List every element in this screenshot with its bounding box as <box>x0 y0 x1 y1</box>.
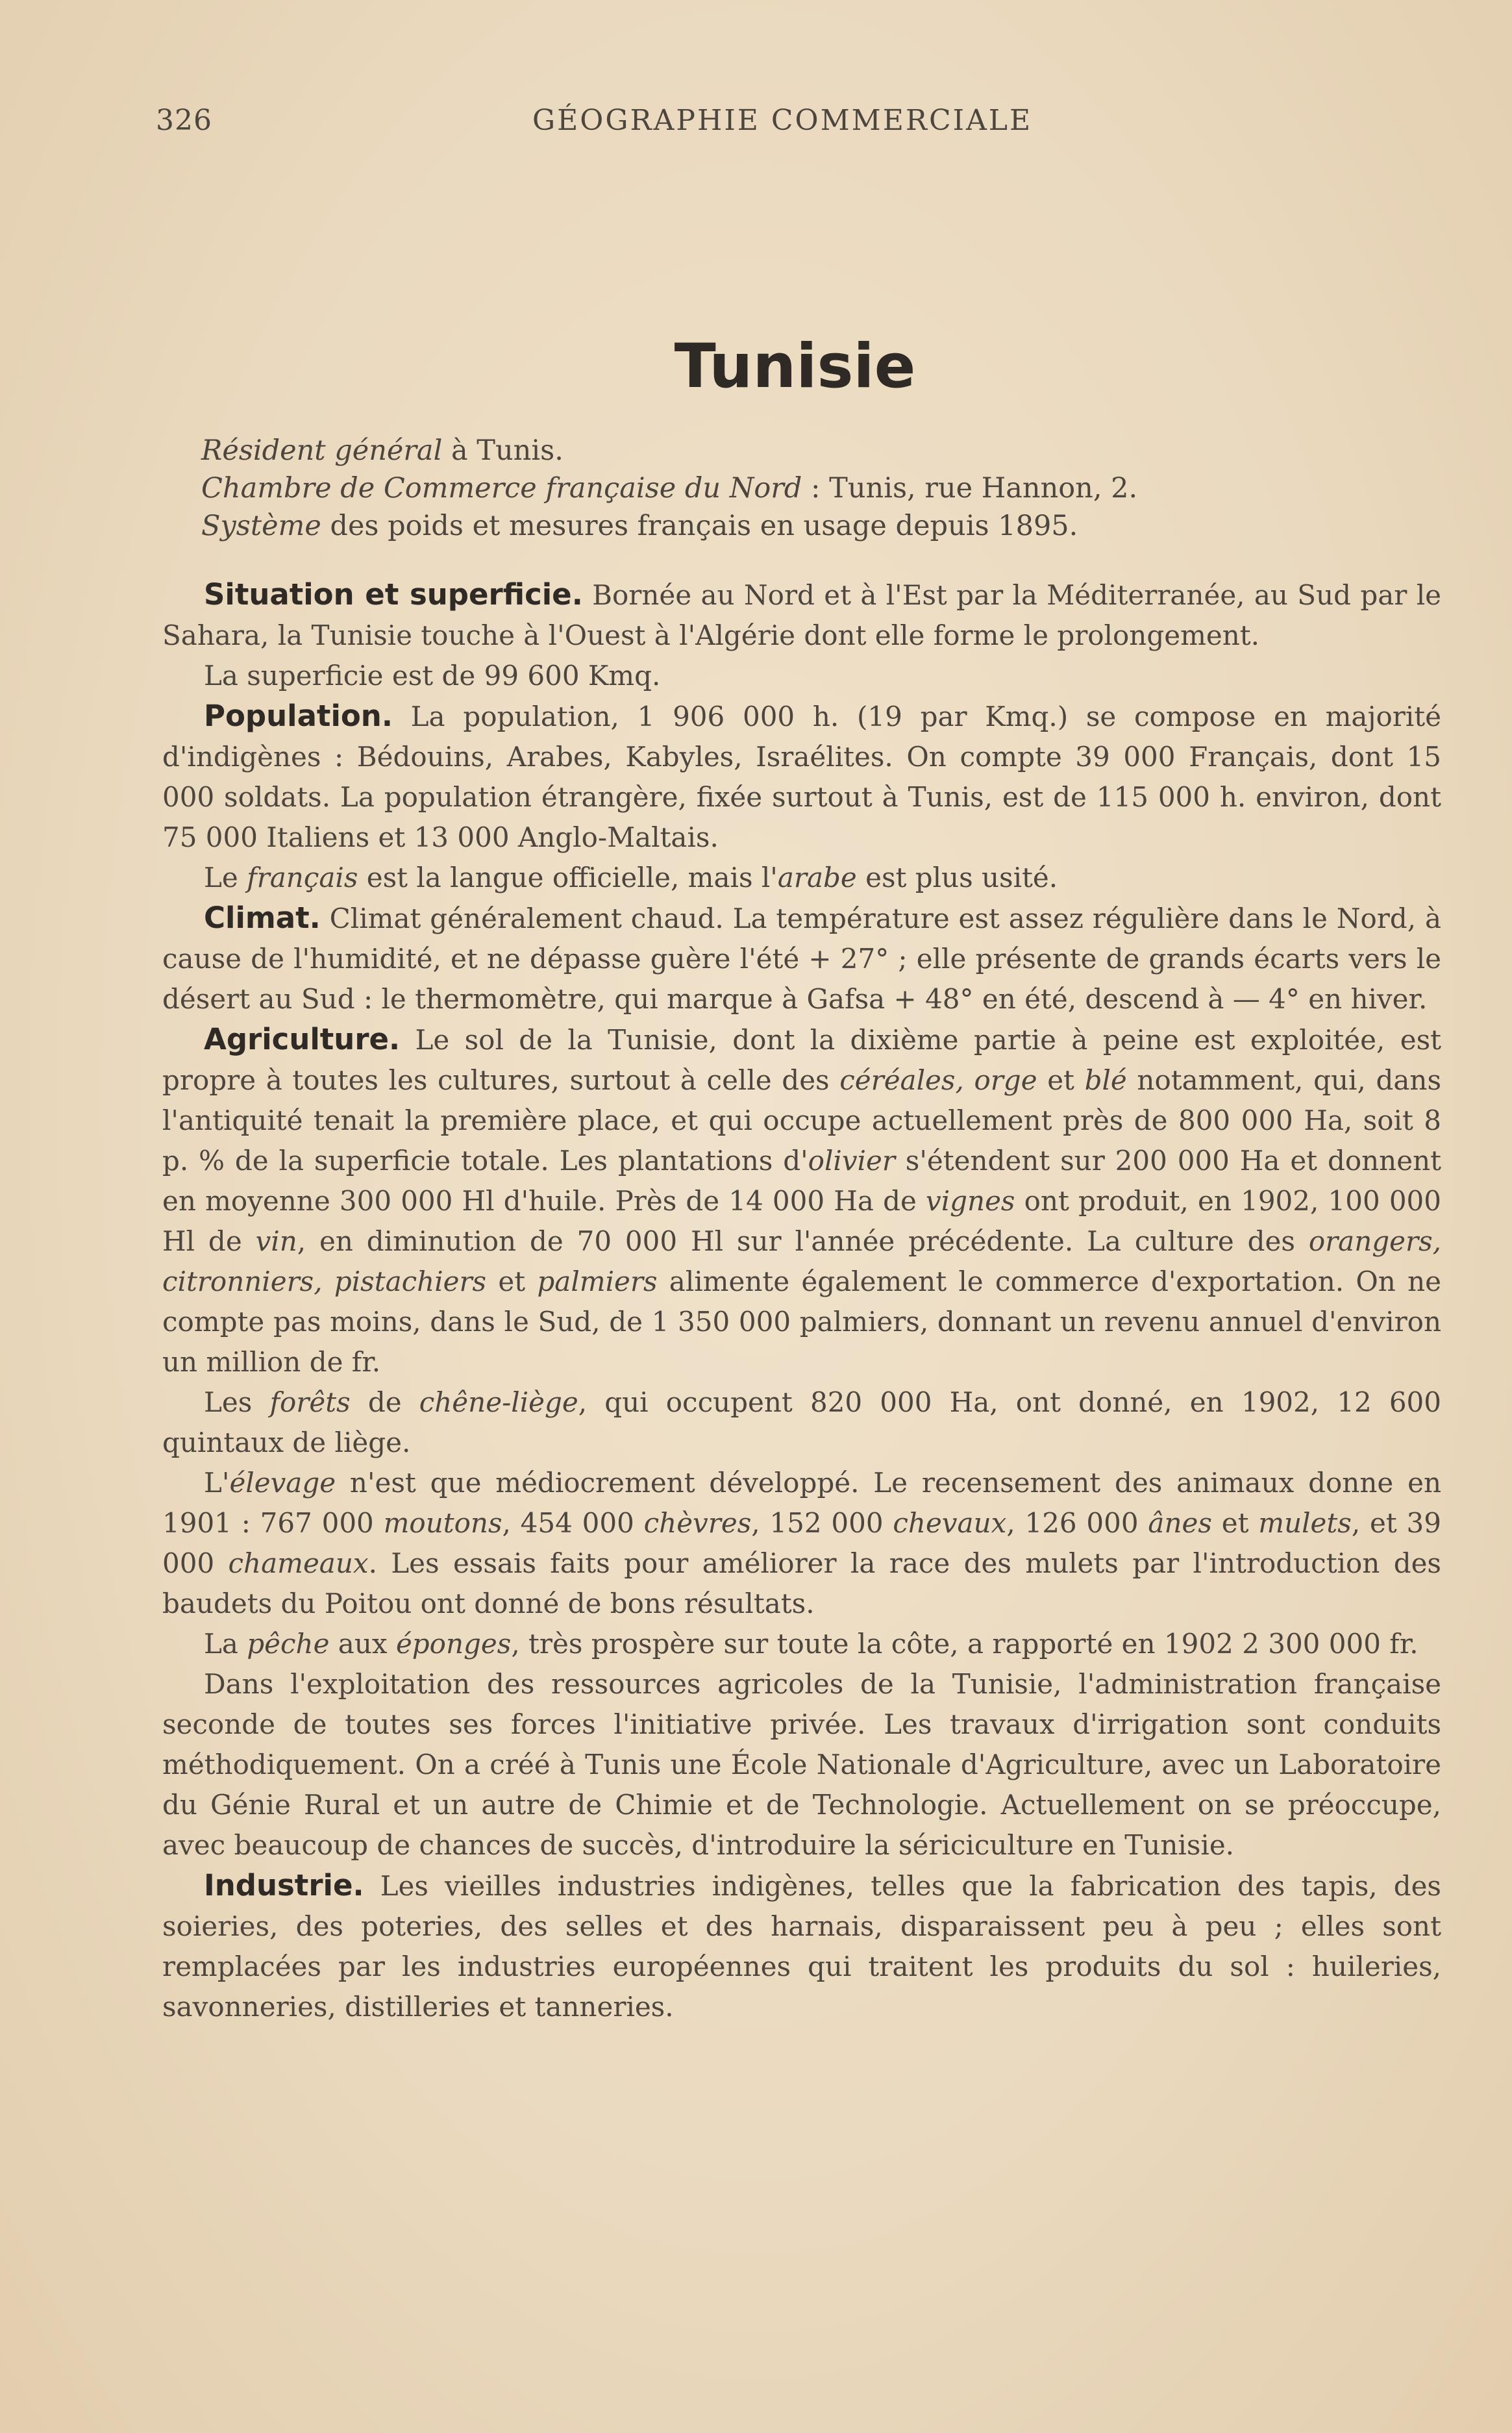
text-run: , qui occupent 820 000 Ha, ont donné, en 1902, 12 600 quintaux de liège. <box>162 1386 1442 1458</box>
section-heading-agriculture: Agriculture. <box>204 1022 401 1056</box>
info-line-chambre <box>201 469 1435 507</box>
text-run: L' <box>204 1467 230 1499</box>
text-run: , et 39 000 <box>162 1507 1441 1579</box>
paragraph-text: Climat généralement chaud. La température est assez régulière dans le Nord, à cause de l'humidité, et ne dépasse guère l'été + 27° ; elle présente de grands écarts vers le désert au Sud : le thermomètre, qui marque à Gafsa + 48° en été, descend à — 4° en hiver. <box>162 903 1441 1015</box>
paragraph-text: La population, 1 906 000 h. (19 par Kmq.) se compose en majorité d'indigènes : Bédouins, Arabes, Kabyles, Israélites. On compte 39 000 Français, dont 15 000 soldats. La population étrangère, fixée surtout à Tunis, est de 115 000 h. environ, dont 75 000 Italiens et 13 000 Anglo-Maltais. <box>162 701 1441 853</box>
text-run: Le sol de la Tunisie, dont la dixième partie à peine est exploitée, est propre à toutes les cultures, surtout à celle des <box>162 1024 1441 1096</box>
running-title: GÉOGRAPHIE COMMERCIALE <box>532 104 1033 137</box>
text-run: et <box>1211 1507 1259 1539</box>
text-run: et <box>1037 1064 1085 1096</box>
text-run: et <box>486 1266 538 1297</box>
italic-run: chèvres <box>643 1507 752 1539</box>
italic-run: français <box>247 862 358 893</box>
italic-run: éponges <box>395 1628 512 1660</box>
text-run: ont produit, en 1902, 100 000 Hl de <box>162 1185 1441 1257</box>
text-run: n'est que médiocrement développé. Le recensement des animaux donne en 1901 : 767 000 <box>162 1467 1441 1539</box>
text-run: , 126 000 <box>1006 1507 1148 1539</box>
paragraph-langue <box>162 858 1441 898</box>
paragraph-exploitation <box>162 1664 1441 1865</box>
section-heading-situation: Situation et superficie. <box>204 577 583 612</box>
text-run: notamment, qui, dans l'antiquité tenait la première place, et qui occupe actuellement près de 800 000 Ha, soit 8 p. % de la superficie totale. Les plantations d' <box>162 1064 1441 1177</box>
section-heading-population: Population. <box>204 699 393 733</box>
italic-run: orangers, citronniers, pistachiers <box>162 1225 1441 1297</box>
italic-run: pêche <box>247 1628 330 1660</box>
text-run: , 454 000 <box>502 1507 644 1539</box>
italic-run: forêts <box>269 1386 351 1418</box>
text-run: alimente également le commerce d'exportation. On ne compte pas moins, dans le Sud, de 1 350 000 palmiers, donnant un revenu annuel d'environ un million de fr. <box>162 1266 1442 1378</box>
info-label: Système <box>201 510 321 542</box>
text-run: Le <box>204 862 247 893</box>
paragraph-climat <box>162 898 1441 1019</box>
italic-run: olivier <box>808 1145 895 1177</box>
page-number: 326 <box>156 104 212 137</box>
section-heading-industrie: Industrie. <box>204 1868 364 1903</box>
article-body <box>162 575 1441 2027</box>
italic-run: mulets <box>1258 1507 1352 1539</box>
text-run: , 152 000 <box>751 1507 893 1539</box>
paragraph-elevage <box>162 1463 1441 1624</box>
paragraph-agriculture <box>162 1019 1441 1382</box>
paragraph-text: La superficie est de 99 600 Kmq. <box>204 660 661 692</box>
paragraph-peche <box>162 1624 1441 1664</box>
info-line-systeme <box>201 507 1435 545</box>
paragraph-situation <box>162 575 1441 656</box>
paragraph-text: Les vieilles industries indigènes, telles que la fabrication des tapis, des soieries, des poteries, des selles et des harnais, disparaissent peu à peu ; elles sont remplacées par les industries européennes qui traitent les produits du sol : huileries, savonneries, distilleries et tanneries. <box>162 1870 1441 2023</box>
italic-run: vin <box>255 1225 297 1257</box>
info-label: Résident général <box>201 434 443 467</box>
text-run: La <box>204 1628 247 1660</box>
italic-run: chameaux <box>228 1547 369 1579</box>
paragraph-forets <box>162 1382 1441 1463</box>
paragraph-text: Dans l'exploitation des ressources agricoles de la Tunisie, l'administration française seconde de toutes ses forces l'initiative privée. Les travaux d'irrigation sont conduits méthodiquement. On a créé à Tunis une École Nationale d'Agriculture, avec un Laboratoire du Génie Rural et un autre de Chimie et de Technologie. Actuellement on se préoccupe, avec beaucoup de chances de succès, d'introduire la sériciculture en Tunisie. <box>162 1668 1441 1861</box>
text-run: Les <box>204 1386 270 1418</box>
info-text: à Tunis. <box>442 434 564 467</box>
paragraph-population <box>162 696 1441 858</box>
info-text: : Tunis, rue Hannon, 2. <box>802 472 1138 505</box>
page-title: Tunisie <box>674 331 916 402</box>
italic-run: moutons <box>383 1507 502 1539</box>
text-run: s'étendent sur 200 000 Ha et donnent en moyenne 300 000 Hl d'huile. Près de 14 000 Ha de <box>162 1145 1441 1217</box>
paragraph-industrie <box>162 1865 1441 2027</box>
italic-run: ânes <box>1148 1507 1212 1539</box>
info-label: Chambre de Commerce française du Nord <box>201 472 802 505</box>
text-run: est la langue officielle, mais l' <box>358 862 778 893</box>
italic-run: arabe <box>777 862 857 893</box>
italic-run: chevaux <box>893 1507 1007 1539</box>
text-run: est plus usité. <box>856 862 1058 893</box>
italic-run: chêne-liège <box>419 1386 578 1418</box>
text-run: , très prospère sur toute la côte, a rapporté en 1902 2 300 000 fr. <box>511 1628 1419 1660</box>
info-text: des poids et mesures français en usage depuis 1895. <box>321 510 1078 542</box>
info-line-resident <box>201 432 1435 469</box>
italic-run: élevage <box>229 1467 336 1499</box>
italic-run: céréales, orge <box>839 1064 1037 1096</box>
text-run: , en diminution de 70 000 Hl sur l'année précédente. La culture des <box>297 1225 1309 1257</box>
italic-run: blé <box>1084 1064 1127 1096</box>
text-run: de <box>350 1386 419 1418</box>
info-block <box>201 432 1435 545</box>
text-run: . Les essais faits pour améliorer la race des mulets par l'introduction des baudets du Poitou ont donné de bons résultats. <box>162 1547 1441 1619</box>
section-heading-climat: Climat. <box>204 901 321 935</box>
italic-run: palmiers <box>537 1266 658 1297</box>
italic-run: vignes <box>925 1185 1015 1217</box>
paragraph-text: Bornée au Nord et à l'Est par la Méditerranée, au Sud par le Sahara, la Tunisie touche à l'Ouest à l'Algérie dont elle forme le prolongement. <box>162 579 1441 651</box>
paragraph-superficie <box>162 656 1441 696</box>
text-run: aux <box>329 1628 396 1660</box>
